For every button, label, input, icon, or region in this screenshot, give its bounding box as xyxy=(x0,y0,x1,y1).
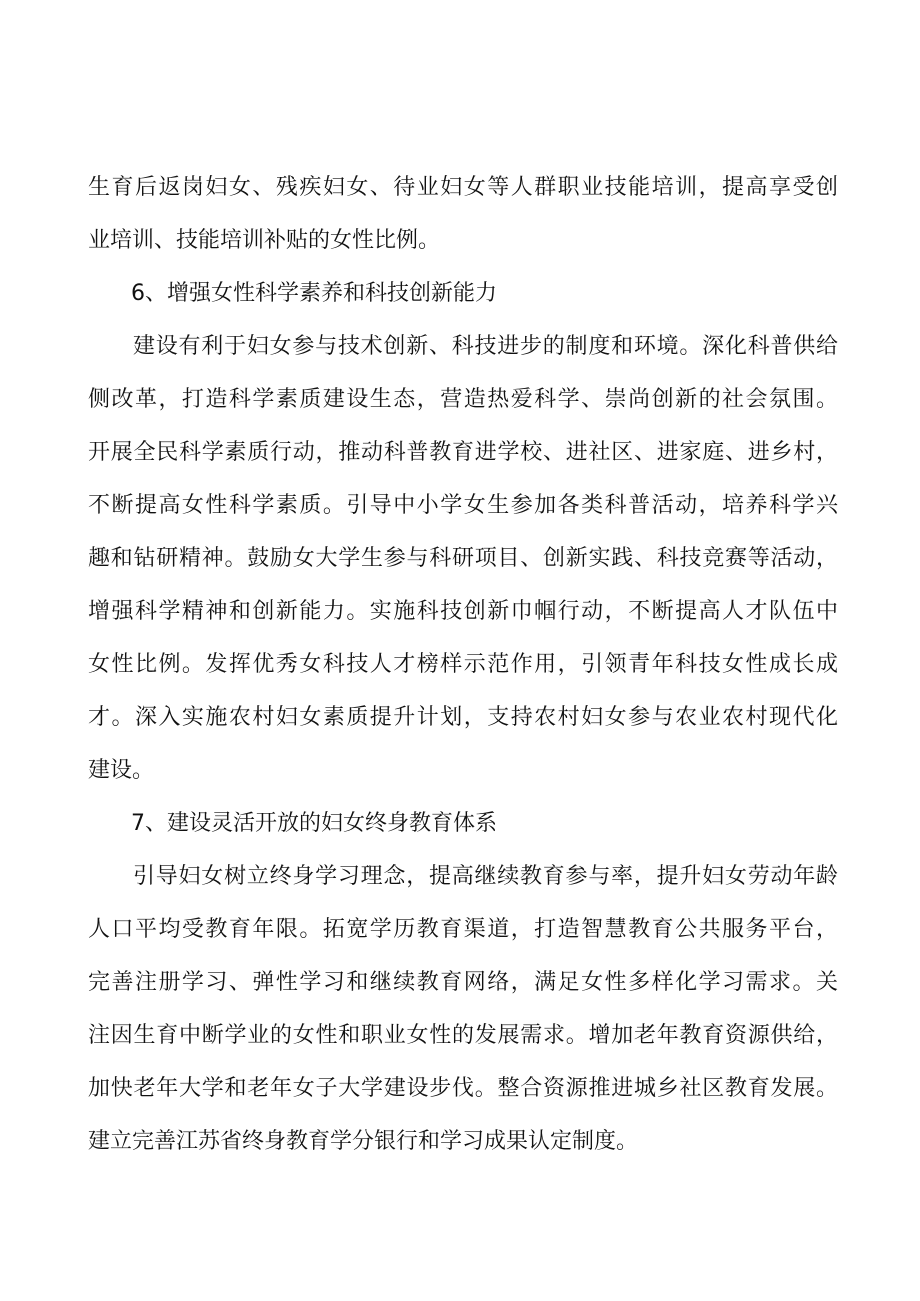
line-text: 才。深入实施农村妇女素质提升计划，支持农村妇女参与农业农村现代化 xyxy=(88,705,840,730)
line-text: 加快老年大学和老年女子大学建设步伐。整合资源推进城乡社区教育发展。 xyxy=(88,1076,839,1101)
text-line xyxy=(0,1122,920,1162)
line-text: 业培训、技能培训补贴的女性比例。 xyxy=(88,228,441,253)
line-text: 人口平均受教育年限。拓宽学历教育渠道，打造智慧教育公共服务平台， xyxy=(88,917,840,942)
text-line xyxy=(0,751,920,791)
text-line xyxy=(0,698,920,738)
line-text: 趣和钻研精神。鼓励女大学生参与科研项目、创新实践、科技竞赛等活动， xyxy=(88,546,839,571)
text-line xyxy=(0,910,920,950)
line-text: 注因生育中断学业的女性和职业女性的发展需求。增加老年教育资源供给， xyxy=(88,1023,839,1048)
heading-text: 7、建设灵活开放的妇女终身教育体系 xyxy=(131,811,497,836)
section-heading xyxy=(0,804,920,844)
line-text: 完善注册学习、弹性学习和继续教育网络，满足女性多样化学习需求。关 xyxy=(88,970,840,995)
text-line xyxy=(0,221,920,261)
text-line xyxy=(0,327,920,367)
line-text: 建立完善江苏省终身教育学分银行和学习成果认定制度。 xyxy=(88,1129,639,1154)
line-text: 增强科学精神和创新能力。实施科技创新巾帼行动，不断提高人才队伍中 xyxy=(88,599,840,624)
section-heading xyxy=(0,274,920,314)
text-line xyxy=(0,645,920,685)
line-text: 引导妇女树立终身学习理念，提高继续教育参与率，提升妇女劳动年龄 xyxy=(133,864,839,889)
text-line xyxy=(0,486,920,526)
line-text: 建设有利于妇女参与技术创新、科技进步的制度和环境。深化科普供给 xyxy=(133,334,839,359)
text-line xyxy=(0,168,920,208)
line-text: 侧改革，打造科学素质建设生态，营造热爱科学、崇尚创新的社会氛围。 xyxy=(88,387,840,412)
text-line xyxy=(0,1069,920,1109)
line-text: 开展全民科学素质行动，推动科普教育进学校、进社区、进家庭、进乡村， xyxy=(88,440,839,465)
text-line xyxy=(0,857,920,897)
line-text: 不断提高女性科学素质。引导中小学女生参加各类科普活动，培养科学兴 xyxy=(88,493,840,518)
line-text: 生育后返岗妇女、残疾妇女、待业妇女等人群职业技能培训，提高享受创 xyxy=(88,175,840,200)
text-line xyxy=(0,1016,920,1056)
text-line xyxy=(0,592,920,632)
heading-text: 6、增强女性科学素养和科技创新能力 xyxy=(131,281,497,306)
line-text: 建设。 xyxy=(88,758,155,783)
text-line xyxy=(0,380,920,420)
text-line xyxy=(0,433,920,473)
text-line xyxy=(0,963,920,1003)
text-line xyxy=(0,539,920,579)
line-text: 女性比例。发挥优秀女科技人才榜样示范作用，引领青年科技女性成长成 xyxy=(88,652,840,677)
